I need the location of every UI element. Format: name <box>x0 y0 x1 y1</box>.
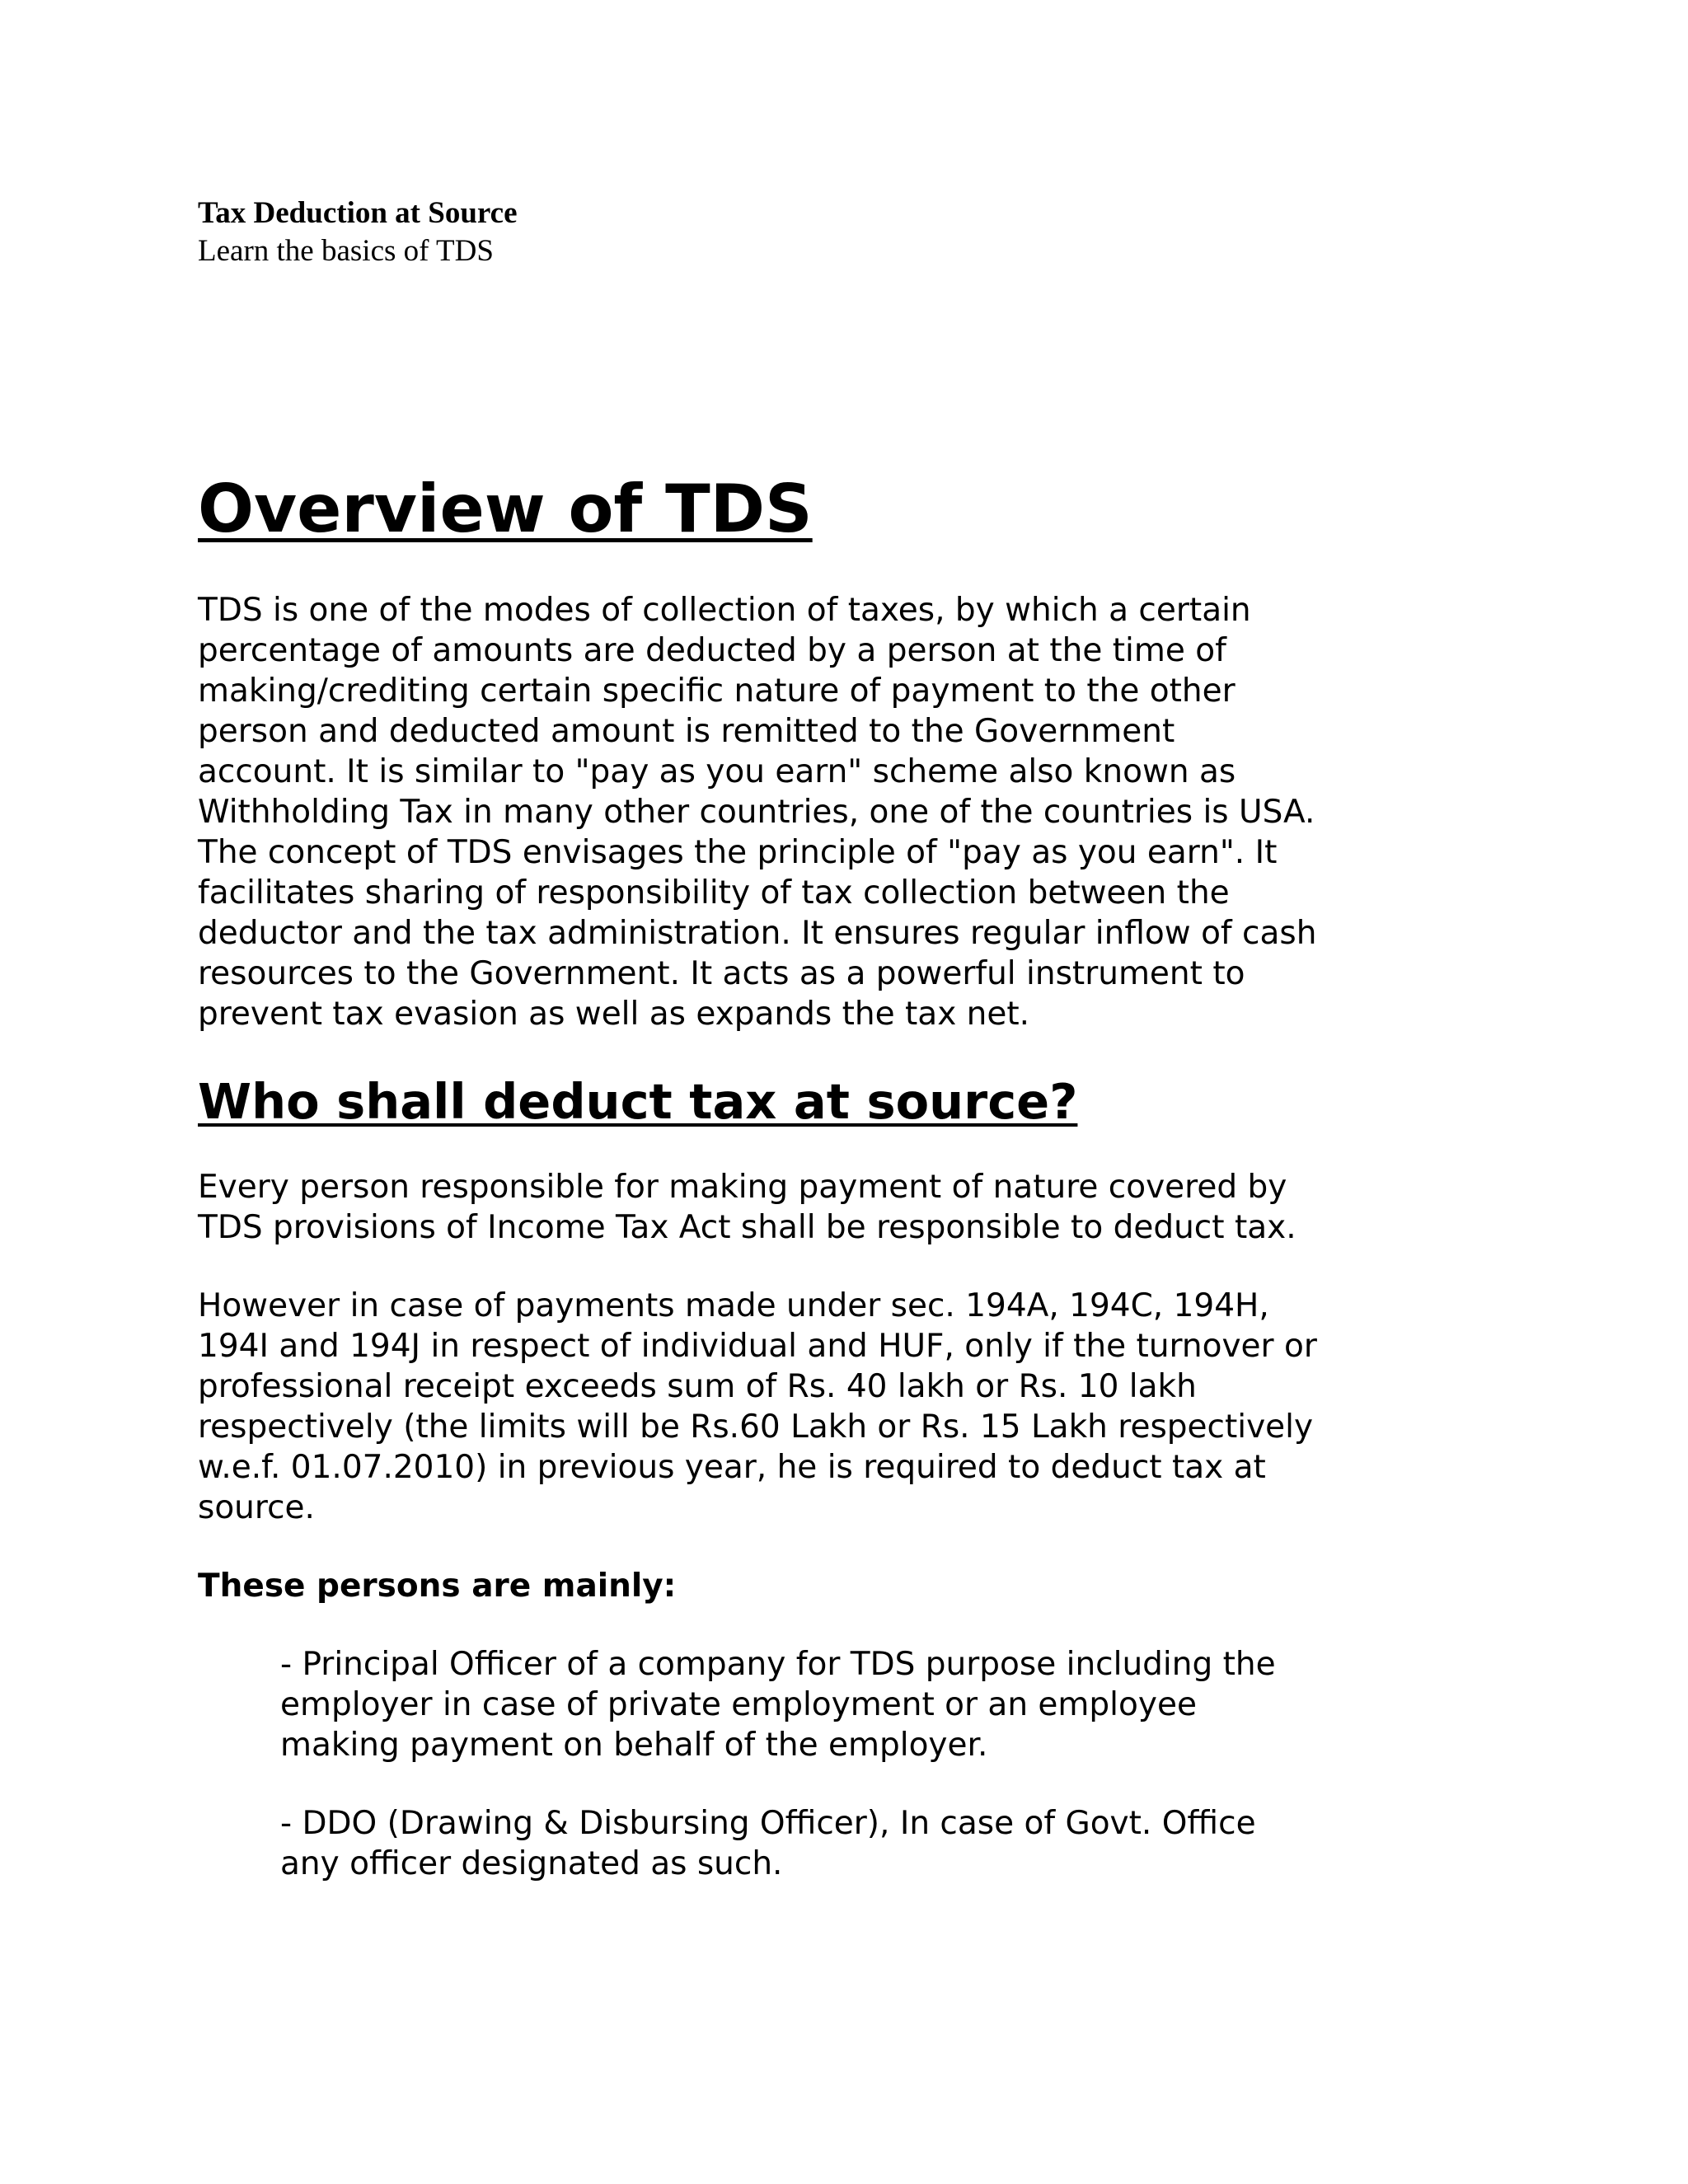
heading-who-shall-deduct: Who shall deduct tax at source? <box>198 1073 1078 1130</box>
heading-overview: Overview of TDS <box>198 471 813 547</box>
document-title: Tax Deduction at Source <box>198 196 518 230</box>
document-header <box>198 194 518 270</box>
list-item: - DDO (Drawing & Disbursing Officer), In case of Govt. Office any officer designated as such. <box>280 1805 1256 1882</box>
who-paragraph-1: Every person responsible for making payment of nature covered by TDS provisions of Income Tax Act shall be responsible to deduct tax. <box>198 1169 1296 1246</box>
document-body <box>198 470 1319 1922</box>
persons-list <box>198 1644 1319 1884</box>
overview-paragraph: TDS is one of the modes of collection of taxes, by which a certain percentage of amounts are deducted by a person at the time of making/crediting certain specific nature of payment to the other person and deducted amount is remitted to the Government account. It is similar to "pay as you earn" scheme also known as Withholding Tax in many other countries, one of the countries is USA. The concept of TDS envisages the principle of "pay as you earn". It facilitates sharing of responsibility of tax collection between the deductor and the tax administration. It ensures regular inflow of cash resources to the Government. It acts as a powerful instrument to prevent tax evasion as well as expands the tax net. <box>198 592 1317 1033</box>
persons-label: These persons are mainly: <box>198 1568 677 1605</box>
list-item: - Principal Officer of a company for TDS purpose including the employer in case of private employment or an employee making payment on behalf of the employer. <box>280 1646 1276 1764</box>
who-paragraph-2: However in case of payments made under sec. 194A, 194C, 194H, 194I and 194J in respect of individual and HUF, only if the turnover or professional receipt exceeds sum of Rs. 40 lakh or Rs. 10 lakh respectively (the limits will be Rs.60 Lakh or Rs. 15 Lakh respectively w.e.f. 01.07.2010) in previous year, he is required to deduct tax at source. <box>198 1287 1317 1526</box>
document-subtitle: Learn the basics of TDS <box>198 234 494 268</box>
